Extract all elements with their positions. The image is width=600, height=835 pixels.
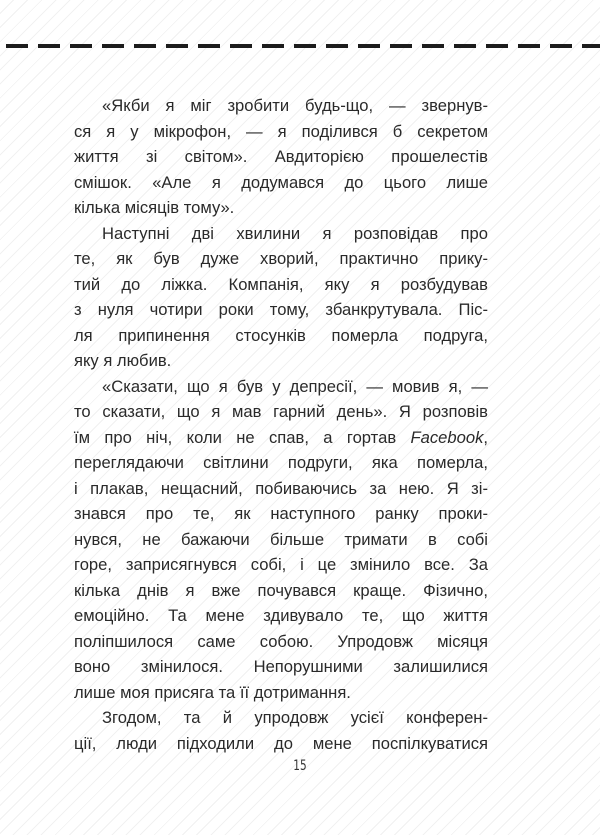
text-line: «Сказати, що я був у депресії, — мовив я, — [102, 376, 488, 396]
paragraph-4 [74, 705, 488, 756]
paragraph-1 [74, 93, 488, 221]
paragraph-3 [74, 374, 488, 706]
text-line: Наступні дві хвилини я розповідав про [102, 223, 488, 243]
text-line: життя зі світом». Авдиторією прошелестів [74, 147, 488, 166]
text-line: «Якби я міг зробити будь-що, — звернув- [102, 96, 488, 115]
text-line: знався про те, як наступного ранку проки- [74, 504, 488, 523]
text-line: переглядаючи світлини подруги, яка померла, [74, 453, 488, 472]
text-line: ля припинення стосунків померла подруга, [74, 325, 488, 345]
text-line: кілька днів я вже почувався краще. Фізично, [74, 580, 488, 600]
dashed-header-rule [0, 44, 600, 48]
paragraph-2 [74, 221, 488, 374]
text-line: нувся, не бажаючи більше тримати в собі [74, 529, 488, 549]
text-line: з нуля чотири роки тому, збанкрутувала. Піс- [74, 300, 488, 319]
text-fragment: , [483, 427, 488, 447]
italic-brand-name: Facebook [410, 427, 484, 447]
text-line: яку я любив. [74, 351, 172, 370]
text-line: тий до ліжка. Компанія, яку я розбудував [74, 274, 488, 294]
text-line: лише моя присяга та її дотримання. [74, 682, 351, 702]
text-line: смішок. «Але я додумався до цього лише [74, 172, 488, 192]
text-line: кілька місяців тому». [74, 198, 235, 217]
text-line: і плакав, нещасний, побиваючись за нею. Я зі- [74, 478, 488, 498]
text-line: поліпшилося саме собою. Упродовж місяця [74, 631, 488, 651]
text-line: те, як був дуже хворий, практично прику- [74, 249, 488, 268]
text-line: Згодом, та й упродовж усієї конферен- [102, 708, 488, 727]
text-line: емоційно. Та мене здивувало те, що життя [74, 606, 488, 625]
text-line [74, 425, 488, 451]
text-line: воно змінилося. Непорушними залишилися [74, 657, 488, 676]
text-line: горе, заприсягнувся собі, і це змінило все. За [74, 555, 488, 574]
page-number: 15 [293, 758, 307, 774]
text-fragment: їм про ніч, коли не спав, а гортав [74, 427, 411, 447]
page-text [74, 93, 488, 756]
text-line: то сказати, що я мав гарний день». Я розповів [74, 402, 488, 421]
text-line: ся я у мікрофон, — я поділився б секретом [74, 121, 488, 141]
text-line: ції, люди підходили до мене поспілкуватися [74, 733, 488, 753]
